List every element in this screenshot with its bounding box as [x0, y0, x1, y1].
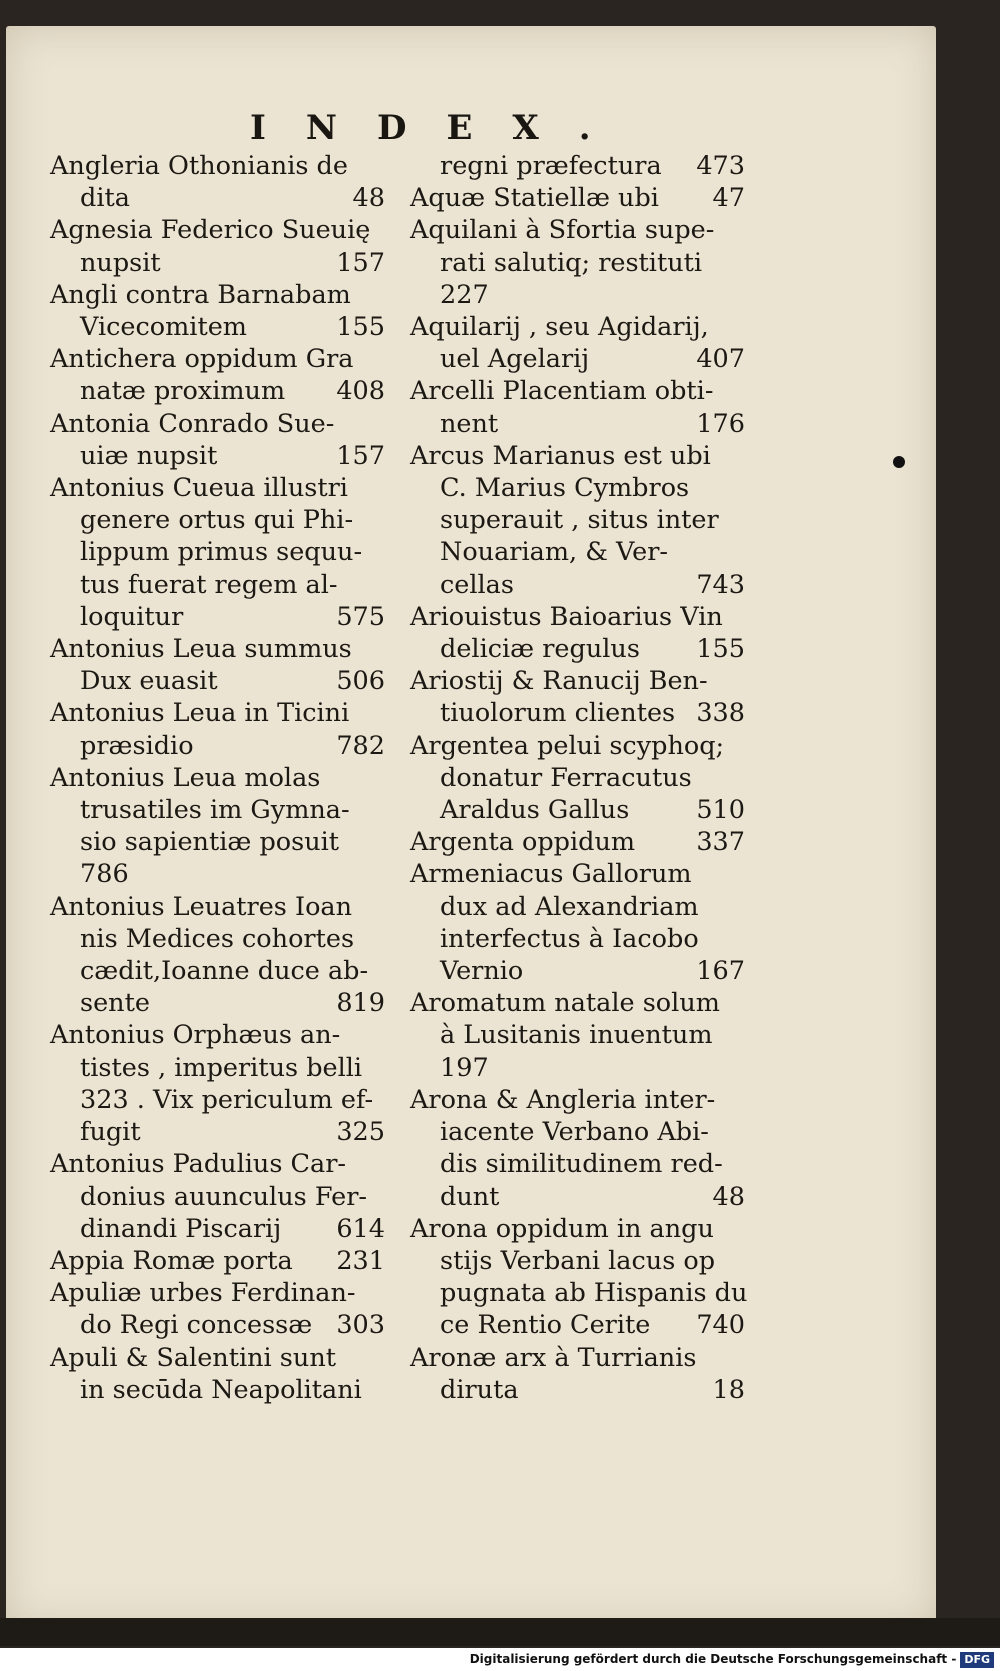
entry-text: Aquilarij , seu Agidarij, [410, 312, 709, 343]
entry-text: superauit , situs inter [440, 505, 719, 536]
entry-text: dis similitudinem red- [440, 1149, 723, 1180]
page-reference: 338 [696, 698, 745, 729]
entry-text: Angli contra Barnabam [50, 279, 351, 310]
index-entry [50, 150, 385, 214]
index-entry [50, 214, 385, 278]
index-entry-line [410, 955, 745, 987]
entry-text: diruta [440, 1374, 519, 1405]
index-entry [410, 987, 745, 1084]
entry-text: 197 [440, 1052, 489, 1083]
entry-text: Antonius Leua summus [50, 634, 352, 665]
entry-text: Antonius Padulius Car- [50, 1149, 347, 1180]
index-entry-line [50, 536, 385, 568]
index-entry [50, 891, 385, 1020]
index-entry-line [410, 1084, 745, 1116]
index-entry-line [50, 343, 385, 375]
index-entry-line [410, 1052, 745, 1084]
entry-text: nis Medices cohortes [80, 923, 355, 954]
page-reference: 740 [696, 1310, 745, 1341]
index-entry-line [50, 697, 385, 729]
index-entry [50, 472, 385, 633]
index-entry [410, 150, 745, 182]
page-reference: 157 [336, 247, 385, 278]
index-entry [50, 1277, 385, 1341]
index-entry-line [50, 1148, 385, 1180]
page-reference: 48 [712, 1181, 745, 1212]
index-entry-line [50, 182, 385, 214]
entry-text: Ariostij & Ranucij Ben- [410, 666, 708, 697]
entry-text: stijs Verbani lacus op [440, 1245, 716, 1276]
index-entry-line [410, 1148, 745, 1180]
page-reference: 614 [336, 1213, 385, 1244]
index-entry [410, 311, 745, 375]
entry-text: Ariouistus Baioarius Vin [410, 601, 723, 632]
index-entry-line [50, 472, 385, 504]
index-entry-line [410, 440, 745, 472]
index-entry-line [50, 923, 385, 955]
index-entry-line [50, 311, 385, 343]
index-entry-line [50, 247, 385, 279]
entry-text: uel Agelarij [440, 344, 590, 375]
index-entry-line [410, 1181, 745, 1213]
entry-text: deliciæ regulus [440, 634, 640, 665]
entry-text: Arcelli Placentiam obti- [410, 376, 714, 407]
index-entry-line [410, 1277, 748, 1309]
index-entry-line [410, 891, 745, 923]
entry-text: 323 . Vix periculum ef- [80, 1084, 374, 1115]
index-entry-line [410, 1342, 745, 1374]
index-entry-line [410, 697, 745, 729]
entry-text: Antonius Leua in Ticini [50, 698, 350, 729]
page-bottom-edge [0, 1618, 1000, 1646]
page-reference: 155 [696, 634, 745, 665]
page-reference: 325 [336, 1117, 385, 1148]
entry-text: Dux euasit [80, 666, 218, 697]
index-entry-line [50, 1019, 385, 1051]
index-entry [410, 440, 745, 601]
index-entry-line [50, 1116, 385, 1148]
index-entry-line [410, 1245, 745, 1277]
page-reference: 155 [336, 312, 385, 343]
index-entry-line [50, 504, 385, 536]
index-entry [50, 633, 385, 697]
page-reference: 303 [336, 1310, 385, 1341]
entry-text: Arona & Angleria inter- [410, 1084, 716, 1115]
index-entry-line [50, 1374, 385, 1406]
entry-text: Argentea pelui scyphoq; [410, 730, 725, 761]
entry-text: Antonius Cueua illustri [50, 473, 348, 504]
index-entry [50, 408, 385, 472]
page-reference: 176 [696, 408, 745, 439]
digitization-credit [0, 1648, 1000, 1671]
index-entry-line [50, 794, 385, 826]
index-entry-line [410, 1019, 745, 1051]
index-entry-line [410, 504, 745, 536]
index-entry [410, 858, 745, 987]
index-entry-line [410, 601, 745, 633]
index-entry-line [410, 279, 745, 311]
entry-text: trusatiles im Gymna- [80, 795, 350, 826]
index-entry-line [410, 794, 745, 826]
entry-text: ce Rentio Cerite [440, 1310, 651, 1341]
entry-text: Armeniacus Gallorum [410, 859, 692, 890]
page-reference: 782 [336, 730, 385, 761]
entry-text: sio sapientiæ posuit [80, 827, 340, 858]
credit-text: Digitalisierung gefördert durch die Deutsche Forschungsgemeinschaft - [469, 1652, 957, 1666]
entry-text: in secūda Neapolitani [80, 1374, 362, 1405]
index-entry-line [50, 826, 385, 858]
index-entry-line [50, 858, 385, 890]
entry-text: Vernio [440, 956, 524, 987]
index-entry [50, 1342, 385, 1406]
index-entry-line [50, 955, 385, 987]
index-entry-line [50, 1277, 385, 1309]
entry-text: Aronæ arx à Turrianis [410, 1342, 697, 1373]
entry-text: Aquæ Statiellæ ubi [410, 183, 659, 214]
entry-text: Argenta oppidum [410, 827, 636, 858]
entry-text: donius auunculus Fer- [80, 1181, 368, 1212]
page-reference: 167 [696, 956, 745, 987]
ink-spot [893, 456, 905, 468]
index-entry-line [50, 150, 385, 182]
page-reference: 47 [712, 183, 745, 214]
index-entry-line [410, 923, 745, 955]
index-entry-line [410, 665, 745, 697]
entry-text: nupsit [80, 247, 161, 278]
page-reference: 408 [336, 376, 385, 407]
entry-text: Angleria Othonianis de [50, 151, 348, 181]
index-entry [50, 697, 385, 761]
entry-text: Antichera oppidum Gra [50, 344, 354, 375]
index-entry-line [50, 1052, 385, 1084]
page-reference: 819 [336, 988, 385, 1019]
entry-text: regni præfectura [440, 151, 662, 181]
entry-text: genere ortus qui Phi- [80, 505, 354, 536]
entry-text: pugnata ab Hispanis du [440, 1278, 748, 1309]
index-entry-line [50, 1213, 385, 1245]
entry-text: uiæ nupsit [80, 440, 218, 471]
index-entry-line [410, 311, 745, 343]
page-reference: 157 [336, 440, 385, 471]
entry-text: Antonius Orphæus an- [50, 1020, 341, 1051]
index-entry-line [410, 633, 745, 665]
entry-text: sente [80, 988, 150, 1019]
index-entry-line [410, 247, 745, 279]
entry-text: Antonia Conrado Sue- [50, 408, 335, 439]
index-entry [410, 182, 745, 214]
page-reference: 473 [696, 151, 745, 181]
index-entry-line [50, 1309, 385, 1341]
index-entry [410, 375, 745, 439]
index-entry-line [50, 569, 385, 601]
index-entry [50, 1019, 385, 1148]
entry-text: Appia Romæ porta [50, 1245, 293, 1276]
entry-text: C. Marius Cymbros [440, 473, 690, 504]
index-entry-line [410, 826, 745, 858]
entry-text: cædit,Ioanne duce ab- [80, 956, 369, 987]
page-reference: 48 [352, 183, 385, 214]
index-entry-line [410, 1309, 745, 1341]
index-entry-line [50, 762, 385, 794]
entry-text: rati salutiq; restituti [440, 247, 703, 278]
page-title: INDEX. [250, 108, 631, 148]
entry-text: nent [440, 408, 499, 439]
index-entry-line [410, 150, 745, 182]
index-entry [410, 826, 745, 858]
index-entry [410, 1342, 745, 1406]
entry-text: Vicecomitem [80, 312, 247, 343]
index-entry-line [410, 569, 745, 601]
index-entry [410, 665, 745, 729]
entry-text: interfectus à Iacobo [440, 923, 699, 954]
index-entry-line [410, 1116, 745, 1148]
index-entry [50, 343, 385, 407]
page-reference: 743 [696, 569, 745, 600]
index-entry-line [50, 214, 385, 246]
entry-text: Antonius Leua molas [50, 762, 321, 793]
index-entry-line [410, 858, 745, 890]
entry-text: 786 [80, 859, 129, 890]
index-entry-line [50, 440, 385, 472]
entry-text: Araldus Gallus [440, 795, 630, 826]
index-entry [410, 1084, 745, 1213]
index-entry-line [410, 182, 745, 214]
index-entry [50, 279, 385, 343]
index-entry-line [50, 601, 385, 633]
index-entry-line [50, 987, 385, 1019]
entry-text: 227 [440, 279, 489, 310]
index-entry-line [410, 762, 745, 794]
entry-text: tus fuerat regem al- [80, 569, 338, 600]
page-reference: 510 [696, 795, 745, 826]
page-reference: 407 [696, 344, 745, 375]
index-entry-line [50, 730, 385, 762]
entry-text: fugit [80, 1117, 141, 1148]
page-reference: 337 [696, 827, 745, 858]
index-entry [410, 601, 745, 665]
index-entry-line [50, 1245, 385, 1277]
entry-text: donatur Ferracutus [440, 762, 692, 793]
entry-text: Apuliæ urbes Ferdinan- [50, 1278, 356, 1309]
entry-text: Aquilani à Sfortia supe- [410, 215, 715, 246]
index-entry-line [410, 1213, 745, 1245]
entry-text: do Regi concessæ [80, 1310, 313, 1341]
entry-text: præsidio [80, 730, 194, 761]
index-entry [410, 730, 745, 827]
entry-text: natæ proximum [80, 376, 286, 407]
entry-text: dux ad Alexandriam [440, 891, 699, 922]
index-entry-line [410, 375, 745, 407]
index-entry-line [50, 408, 385, 440]
index-entry-line [410, 1374, 745, 1406]
index-entry-line [410, 472, 745, 504]
index-entry [410, 214, 745, 311]
dfg-logo: DFG [960, 1652, 994, 1668]
index-entry-line [50, 1084, 385, 1116]
index-entry-line [50, 633, 385, 665]
index-entry-line [410, 536, 745, 568]
entry-text: Arcus Marianus est ubi [410, 440, 711, 471]
page-reference: 575 [336, 601, 385, 632]
page-reference: 231 [336, 1245, 385, 1276]
index-entry-line [410, 730, 745, 762]
index-entry-line [50, 1342, 385, 1374]
index-entry-line [50, 375, 385, 407]
entry-text: Arona oppidum in angu [410, 1213, 714, 1244]
index-entry-line [50, 279, 385, 311]
entry-text: loquitur [80, 601, 184, 632]
page-reference: 18 [712, 1374, 745, 1405]
index-entry-line [410, 343, 745, 375]
index-entry [50, 1245, 385, 1277]
entry-text: Nouariam, & Ver- [440, 537, 669, 568]
entry-text: Aromatum natale solum [410, 988, 720, 1019]
entry-text: cellas [440, 569, 514, 600]
entry-text: tistes , imperitus belli [80, 1052, 363, 1083]
entry-text: dinandi Piscarij [80, 1213, 282, 1244]
index-entry-line [410, 214, 745, 246]
entry-text: Agnesia Federico Sueuię [50, 215, 371, 246]
index-column-left [50, 150, 385, 1406]
entry-text: dita [80, 183, 130, 214]
entry-text: tiuolorum clientes [440, 698, 676, 729]
index-column-right [410, 150, 748, 1406]
index-entry [50, 762, 385, 891]
entry-text: lippum primus sequu- [80, 537, 363, 568]
entry-text: à Lusitanis inuentum [440, 1020, 713, 1051]
index-entry-line [50, 665, 385, 697]
index-entry-line [410, 987, 745, 1019]
page-reference: 506 [336, 666, 385, 697]
index-entry-line [410, 408, 745, 440]
entry-text: Antonius Leuatres Ioan [50, 891, 353, 922]
entry-text: Apuli & Salentini sunt [50, 1342, 336, 1373]
index-entry-line [50, 1181, 385, 1213]
entry-text: dunt [440, 1181, 500, 1212]
index-entry [410, 1213, 748, 1342]
entry-text: iacente Verbano Abi- [440, 1117, 709, 1148]
index-entry-line [50, 891, 385, 923]
index-entry [50, 1148, 385, 1245]
